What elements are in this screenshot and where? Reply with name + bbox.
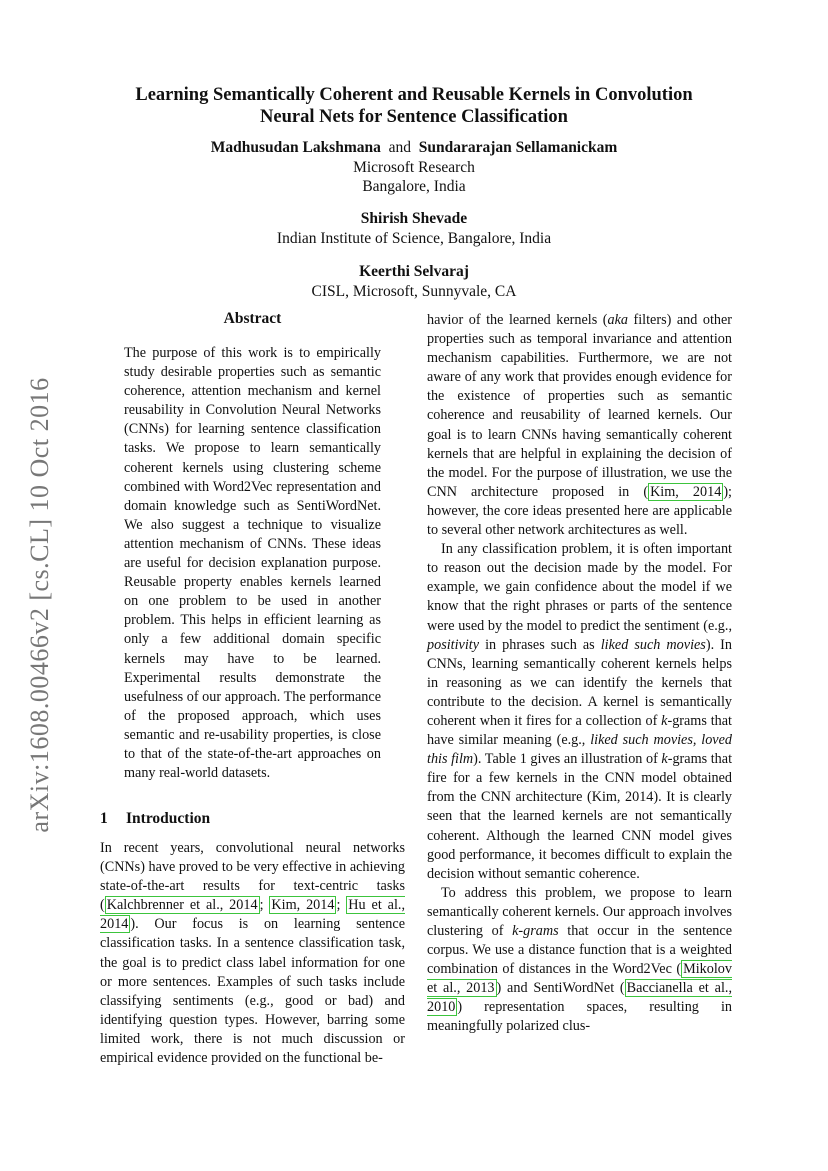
author-name: Madhusudan Lakshmana [210, 139, 381, 156]
section-title: Introduction [126, 810, 211, 827]
paragraph: havior of the learned kernels (aka filters) and other properties such as temporal invariance and attention mechanism capabilities. Furthermore, we are not aware of any work that provides enough evidence for the existence of properties such as semantic coherence and reusability of learned kernels. Our goal is to learn CNNs having semantically coherent kernels that are helpful in explaining the decision of the model. For the purpose of illustration, we use the CNN architecture proposed in ( Kim, 2014 ); however, the core ideas presented here are applicable to several other network architectures as well. [427, 312, 732, 539]
citation-link[interactable]: Kim, 2014 [271, 897, 335, 914]
intro-paragraph: In recent years, convolutional neural networks (CNNs) have proved to be very effective in achieving state-of-the-art results for text-centric tasks ( Kalchbrenner et al., 2014 ; Kim, 2014 ; Hu et al., 2014 ). Our focus is on learning sentence classification tasks. In a sentence classification task, the goal is to predict class label information for one or more sentences. Examples of such tasks include classifying sentiments (e.g., good or bad) and identifying question types. However, barring some limited work, there is not much discussion or empirical evidence provided on the functional be- [100, 840, 405, 1067]
paper-title [80, 84, 748, 128]
author-conjunction: and [388, 139, 412, 156]
citation-link[interactable]: Kalchbrenner et al., 2014 [106, 897, 258, 914]
author-name: Shirish Shevade [360, 210, 468, 227]
citation-link[interactable]: Mikolov et al., 2013 [427, 961, 732, 997]
abstract-text: The purpose of this work is to empirically study desirable properties such as semantic coherence, attention mechanism and kernel reusability in Convolution Neural Networks (CNNs) for learning sentence classification tasks. We propose to learn semantically coherent kernels using clustering scheme combined with Word2Vec representation and domain knowledge such as SentiWordNet. We also suggest a technique to visualize attention mechanism of CNNs. These ideas are useful for decision explanation purpose. Reusable property enables kernels learned on one problem to be used in another problem. This helps in efficient learning as only a few additional domain specific kernels may have to be learned. Experimental results demonstrate the usefulness of our approach. The performance of the proposed approach, which uses semantic and re-usability properties, is close to that of the state-of-the-art approaches on many real-world datasets. [124, 345, 381, 782]
title-line-1: Learning Semantically Coherent and Reusable Kernels in Convolution [135, 85, 693, 105]
author-name: Keerthi Selvaraj [359, 263, 469, 280]
citation-link[interactable]: Hu et al., 2014 [100, 897, 405, 933]
affiliation: Microsoft Research [353, 158, 475, 176]
affiliation: Bangalore, India [362, 178, 466, 195]
affiliation: Indian Institute of Science, Bangalore, India [276, 229, 552, 247]
author-block-3 [80, 262, 748, 301]
author-block-1 [80, 138, 748, 197]
section-heading [100, 810, 210, 828]
title-line-2: Neural Nets for Sentence Classification [260, 107, 568, 127]
author-block-2 [80, 209, 748, 248]
paragraph: To address this problem, we propose to learn semantically coherent kernels. Our approach involves clustering of k-grams that occur in the sentence corpus. We use a distance function that is a weighted combination of distances in the Word2Vec ( Mikolov et al., 2013 ) and SentiWordNet ( Baccianella et al., 2010 ) representation spaces, resulting in meaningfully polarized clus- [427, 884, 732, 1035]
citation-link[interactable]: Kim, 2014 [650, 483, 722, 500]
affiliation: CISL, Microsoft, Sunnyvale, CA [311, 282, 517, 300]
arxiv-identifier: arXiv:1608.00466v2 [cs.CL] 10 Oct 2016 [25, 377, 54, 833]
right-column [427, 311, 732, 1037]
section-number: 1 [100, 810, 108, 827]
abstract-heading: Abstract [223, 310, 282, 327]
author-name: Sundararajan Sellamanickam [418, 139, 618, 156]
paragraph: In any classification problem, it is often important to reason out the decision made by the model. For example, we gain confidence about the model if we know that the right phrases or parts of the sentence were used by the model to predict the sentiment (e.g., positivity in phrases such as liked such movies). In CNNs, learning semantically coherent kernels helps in reasoning as we can identify the kernels that contribute to the decision. A kernel is semantically coherent when it fires for a collection of k-grams that have similar meaning (e.g., liked such movies, loved this film). Table 1 gives an illustration of k-grams that fire for a few kernels in the CNN model obtained from the CNN architecture (Kim, 2014). It is clearly seen that the learned kernels are not semantically coherent. Although the learned CNN model gives good performance, it becomes difficult to explain the decision without semantic coherence. [427, 541, 733, 882]
citation-link[interactable]: Baccianella et al., 2010 [427, 980, 732, 1016]
